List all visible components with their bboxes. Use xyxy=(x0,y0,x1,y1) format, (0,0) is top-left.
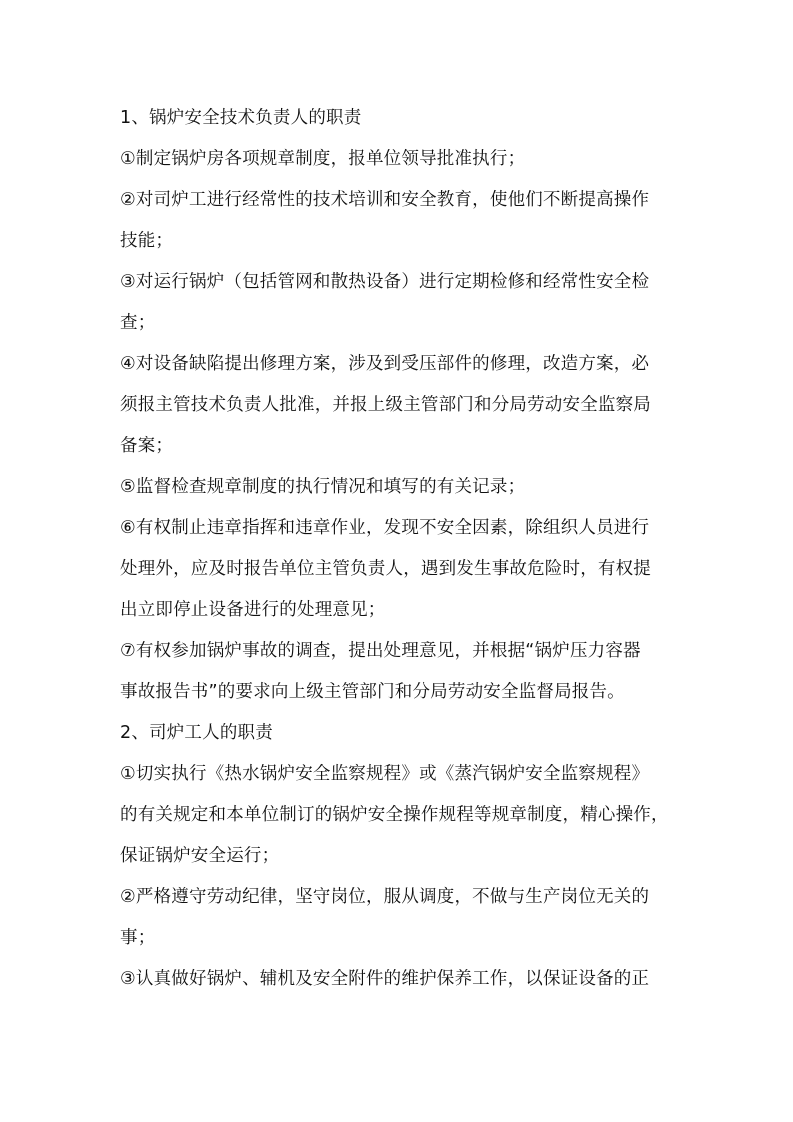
paragraph-line: 事故报告书”的要求向上级主管部门和分局劳动安全监督局报告。 xyxy=(120,682,625,702)
document-body xyxy=(120,98,680,1000)
paragraph-line: 备案； xyxy=(120,436,174,456)
paragraph-line: 技能； xyxy=(120,231,174,251)
paragraph-line: ④对设备缺陷提出修理方案，涉及到受压部件的修理，改造方案，必 xyxy=(120,354,650,374)
paragraph-line: 事； xyxy=(120,928,156,948)
paragraph-line: 须报主管技术负责人批准，并报上级主管部门和分局劳动安全监察局 xyxy=(120,395,651,415)
paragraph-line: ⑦有权参加锅炉事故的调查，提出处理意见，并根据“锅炉压力容器 xyxy=(120,641,641,661)
paragraph-line: ⑤监督检查规章制度的执行情况和填写的有关记录； xyxy=(120,477,526,497)
paragraph-line: ⑥有权制止违章指挥和违章作业，发现不安全因素，除组织人员进行 xyxy=(120,518,650,538)
paragraph-line: 的有关规定和本单位制订的锅炉安全操作规程等规章制度，精心操作， xyxy=(120,805,669,825)
section-heading-2: 2、司炉工人的职责 xyxy=(120,723,273,743)
paragraph-line: ③认真做好锅炉、辅机及安全附件的维护保养工作，以保证设备的正 xyxy=(120,969,650,989)
paragraph-line: 查； xyxy=(120,313,156,333)
paragraph-line: ①制定锅炉房各项规章制度，报单位领导批准执行； xyxy=(120,149,526,169)
paragraph-line: 处理外，应及时报告单位主管负责人，遇到发生事故危险时，有权提 xyxy=(120,559,651,579)
paragraph-line: ①切实执行《热水锅炉安全监察规程》或《蒸汽锅炉安全监察规程》 xyxy=(120,764,650,784)
paragraph-line: ③对运行锅炉（包括管网和散热设备）进行定期检修和经常性安全检 xyxy=(120,272,650,292)
section-heading-1: 1、锅炉安全技术负责人的职责 xyxy=(120,108,362,128)
paragraph-line: 出立即停止设备进行的处理意见； xyxy=(120,600,386,620)
paragraph-line: ②对司炉工进行经常性的技术培训和安全教育，使他们不断提高操作 xyxy=(120,190,650,210)
paragraph-line: 保证锅炉安全运行； xyxy=(120,846,280,866)
paragraph-line: ②严格遵守劳动纪律，坚守岗位，服从调度，不做与生产岗位无关的 xyxy=(120,887,650,907)
